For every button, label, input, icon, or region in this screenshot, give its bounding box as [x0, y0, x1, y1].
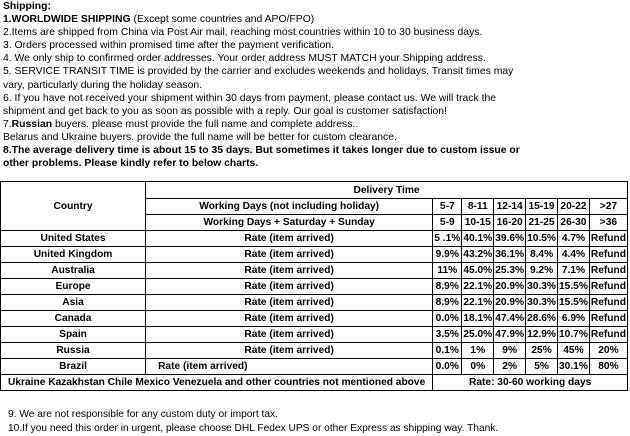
note-4: 4. We only ship to confirmed order addresses. Your order address MUST MATCH your Shipping address.: [3, 53, 486, 65]
rate-label-cell: Rate (item arrived): [146, 343, 433, 359]
range-working-5: 20-22: [558, 199, 590, 215]
table-row: [1, 359, 628, 375]
range-weekend-3: 16-20: [494, 215, 526, 231]
country-cell: United States: [1, 231, 146, 247]
rate-value-cell: 0%: [462, 359, 494, 375]
range-working-1: 5-7: [433, 199, 462, 215]
other-countries-cell: Ukraine Kazakhstan Chile Mexico Venezuela and other countries not mentioned above: [1, 375, 433, 391]
note-7-bold: Russian: [11, 118, 53, 130]
rate-value-cell: 20%: [589, 343, 627, 359]
country-cell: Australia: [1, 263, 146, 279]
rate-value-cell: 8.4%: [526, 247, 558, 263]
note-1: [3, 13, 627, 26]
rate-value-cell: 47.9%: [494, 327, 526, 343]
country-cell: United Kingdom: [1, 247, 146, 263]
rate-value-cell: 80%: [589, 359, 627, 375]
rate-value-cell: Refund: [589, 263, 627, 279]
rate-value-cell: 5%: [526, 359, 558, 375]
rate-value-cell: 5 .1%: [433, 231, 462, 247]
rate-label-cell: Rate (item arrived): [146, 359, 433, 375]
rate-value-cell: 45%: [558, 343, 590, 359]
rate-value-cell: 25.3%: [494, 263, 526, 279]
note-1-bold: 1.WORLDWIDE SHIPPING: [3, 14, 131, 26]
rate-label-cell: Rate (item arrived): [146, 263, 433, 279]
rate-value-cell: 22.1%: [462, 295, 494, 311]
rate-value-cell: 28.6%: [526, 311, 558, 327]
rate-value-cell: 22.1%: [462, 279, 494, 295]
table-row: [1, 247, 628, 263]
rate-value-cell: Refund: [589, 295, 627, 311]
rate-value-cell: 15.5%: [558, 279, 590, 295]
rate-value-cell: 30.3%: [526, 295, 558, 311]
range-working-6: >27: [589, 199, 627, 215]
shipping-heading: Shipping:: [3, 1, 51, 12]
rate-value-cell: 8.9%: [433, 279, 462, 295]
range-weekend-1: 5-9: [433, 215, 462, 231]
rate-value-cell: 39.6%: [494, 231, 526, 247]
rate-value-cell: 1%: [462, 343, 494, 359]
country-cell: Canada: [1, 311, 146, 327]
table-row: [1, 263, 628, 279]
rate-value-cell: 18.1%: [462, 311, 494, 327]
rate-value-cell: 0.0%: [433, 311, 462, 327]
rate-value-cell: 36.1%: [494, 247, 526, 263]
rate-value-cell: 10.7%: [558, 327, 590, 343]
country-cell: Europe: [1, 279, 146, 295]
rate-value-cell: 6.9%: [558, 311, 590, 327]
rate-label-cell: Rate (item arrived): [146, 311, 433, 327]
delivery-time-table: [0, 181, 628, 391]
table-row: [1, 231, 628, 247]
note-2: 2.Items are shipped from China via Post Air mail, reaching most countries within 10 to 30 business days.: [3, 27, 483, 39]
rate-label-cell: Rate (item arrived): [146, 295, 433, 311]
rate-value-cell: Refund: [589, 247, 627, 263]
range-working-4: 15-19: [526, 199, 558, 215]
rate-value-cell: 45.0%: [462, 263, 494, 279]
rate-value-cell: 4.4%: [558, 247, 590, 263]
rate-value-cell: 40.1%: [462, 231, 494, 247]
table-row: [1, 295, 628, 311]
note-7-rest: buyers. please must provide the full name and complete address..: [52, 118, 359, 130]
country-header: Country: [1, 182, 146, 231]
note-7b: Belarus and Ukraine buyers. provide the full name will be better for custom clearance.: [3, 131, 397, 143]
country-cell: Russia: [1, 343, 146, 359]
table-row: [1, 327, 628, 343]
note-10: 10.If you need this order in urgent, please choose DHL Fedex UPS or other Express as shipping way. Thank.: [8, 423, 499, 434]
note-3: 3. Orders processed within promised time after the payment verification.: [3, 40, 334, 52]
rate-value-cell: 47.4%: [494, 311, 526, 327]
rate-value-cell: 9.9%: [433, 247, 462, 263]
rate-value-cell: 11%: [433, 263, 462, 279]
note-9: 9. We are not responsible for any custom duty or import tax.: [8, 409, 278, 420]
rate-value-cell: 2%: [494, 359, 526, 375]
table-row-other-countries: [1, 375, 628, 391]
rate-value-cell: 3.5%: [433, 327, 462, 343]
rate-value-cell: 10.5%: [526, 231, 558, 247]
rate-value-cell: Refund: [589, 231, 627, 247]
rate-value-cell: 7.1%: [558, 263, 590, 279]
working-days-sat-label: Working Days + Saturday + Sunday: [146, 215, 433, 231]
rate-value-cell: 30.1%: [558, 359, 590, 375]
rate-label-cell: Rate (item arrived): [146, 327, 433, 343]
range-weekend-2: 10-15: [462, 215, 494, 231]
table-row: [1, 311, 628, 327]
range-working-2: 8-11: [462, 199, 494, 215]
rate-value-cell: 0.1%: [433, 343, 462, 359]
rate-value-cell: Refund: [589, 311, 627, 327]
rate-value-cell: Refund: [589, 279, 627, 295]
rate-value-cell: 9.2%: [526, 263, 558, 279]
rate-value-cell: 20.9%: [494, 295, 526, 311]
other-rate-cell: Rate: 30-60 working days: [433, 375, 628, 391]
note-7-num: 7.: [3, 118, 12, 130]
delivery-time-header: Delivery Time: [146, 182, 628, 199]
rate-value-cell: 30.3%: [526, 279, 558, 295]
rate-value-cell: Refund: [589, 327, 627, 343]
rate-value-cell: 0.0%: [433, 359, 462, 375]
note-5b: vary, particularly during the holiday season.: [3, 79, 203, 91]
range-weekend-6: >36: [589, 215, 627, 231]
table-row: [1, 279, 628, 295]
country-cell: Asia: [1, 295, 146, 311]
rate-value-cell: 43.2%: [462, 247, 494, 263]
rate-value-cell: 15.5%: [558, 295, 590, 311]
rate-value-cell: 9%: [494, 343, 526, 359]
rate-value-cell: 20.9%: [494, 279, 526, 295]
rate-value-cell: 8.9%: [433, 295, 462, 311]
note-8b: other problems. Please kindly refer to below charts.: [3, 158, 259, 170]
range-weekend-4: 21-25: [526, 215, 558, 231]
note-7: [3, 118, 627, 131]
note-5a: 5. SERVICE TRANSIT TIME is provided by the carrier and excludes weekends and holidays. Transit times may: [3, 66, 514, 78]
note-1-rest: (Except some countries and APO/FPO): [130, 14, 315, 26]
note-6b: shipment and get back to you as soon as possible with a reply. Our goal is customer satisfaction!: [3, 105, 447, 117]
rate-value-cell: 25%: [526, 343, 558, 359]
rate-label-cell: Rate (item arrived): [146, 247, 433, 263]
shipping-notes: [3, 0, 627, 170]
note-6a: 6. If you have not received your shipment within 30 days from payment, please contact us. We will track the: [3, 92, 497, 104]
rate-value-cell: 12.9%: [526, 327, 558, 343]
country-cell: Spain: [1, 327, 146, 343]
rate-value-cell: 25.0%: [462, 327, 494, 343]
range-working-3: 12-14: [494, 199, 526, 215]
country-cell: Brazil: [1, 359, 146, 375]
range-weekend-5: 26-30: [558, 215, 590, 231]
rate-label-cell: Rate (item arrived): [146, 279, 433, 295]
table-row: [1, 343, 628, 359]
note-8a: 8.The average delivery time is about 15 to 35 days. But sometimes it takes longer due to custom issue or: [3, 145, 520, 157]
working-days-label: Working Days (not including holiday): [146, 199, 433, 215]
rate-label-cell: Rate (item arrived): [146, 231, 433, 247]
rate-value-cell: 4.7%: [558, 231, 590, 247]
